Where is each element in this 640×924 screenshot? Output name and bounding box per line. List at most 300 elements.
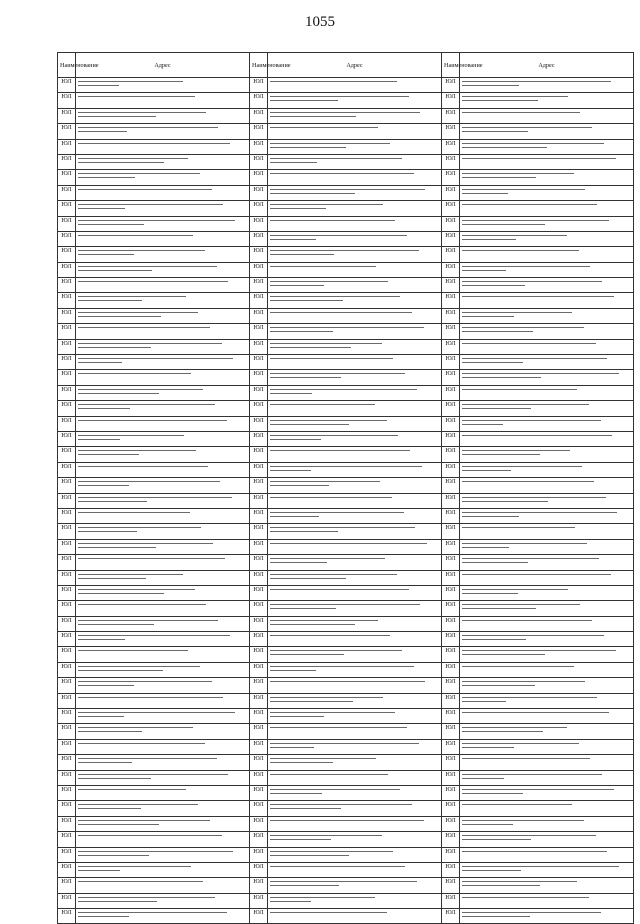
address-cell <box>460 431 634 446</box>
entity-type-cell: ЮЛ <box>442 139 460 154</box>
address-text-line <box>270 604 420 605</box>
address-text-line <box>270 300 343 301</box>
address-text-line <box>270 485 329 486</box>
address-text-line <box>78 162 164 163</box>
address-text-line <box>78 912 227 913</box>
address-text-line <box>462 81 611 82</box>
address-cell <box>268 662 442 677</box>
address-text-line <box>270 143 390 144</box>
address-text-line <box>270 424 349 425</box>
address-text-line <box>462 470 511 471</box>
address-text-line <box>78 143 230 144</box>
address-cell <box>76 555 250 570</box>
entity-type-cell: ЮЛ <box>442 278 460 293</box>
table-row <box>58 370 634 385</box>
address-text-line <box>462 220 609 221</box>
entity-type-cell: ЮЛ <box>58 431 76 446</box>
address-cell <box>460 78 634 93</box>
address-text-line <box>78 650 188 651</box>
address-cell <box>268 616 442 631</box>
entity-type-cell: ЮЛ <box>442 447 460 462</box>
address-text-line <box>462 635 604 636</box>
entity-type-cell: ЮЛ <box>58 293 76 308</box>
address-text-line <box>78 824 159 825</box>
address-text-line <box>462 804 572 805</box>
address-text-line <box>270 466 422 467</box>
address-text-line <box>78 727 193 728</box>
table-row <box>58 139 634 154</box>
address-text-line <box>78 639 125 640</box>
entity-type-cell: ЮЛ <box>250 201 268 216</box>
address-text-line <box>270 743 419 744</box>
address-text-line <box>462 593 518 594</box>
address-cell <box>268 262 442 277</box>
address-text-line <box>78 81 183 82</box>
address-text-line <box>462 270 506 271</box>
address-cell <box>268 478 442 493</box>
address-text-line <box>270 327 424 328</box>
entity-type-cell: ЮЛ <box>58 216 76 231</box>
address-text-line <box>270 666 414 667</box>
entity-type-cell: ЮЛ <box>250 447 268 462</box>
table-row <box>58 247 634 262</box>
address-cell <box>268 647 442 662</box>
address-cell <box>460 370 634 385</box>
address-cell <box>76 93 250 108</box>
entity-type-cell: ЮЛ <box>58 385 76 400</box>
address-text-line <box>78 177 135 178</box>
address-text-line <box>270 127 378 128</box>
address-text-line <box>270 281 388 282</box>
entity-type-cell: ЮЛ <box>250 801 268 816</box>
address-text-line <box>270 650 402 651</box>
address-text-line <box>270 527 415 528</box>
address-text-line <box>270 373 405 374</box>
address-cell <box>268 832 442 847</box>
address-text-line <box>78 420 227 421</box>
address-text-line <box>462 697 597 698</box>
address-text-line <box>78 131 127 132</box>
address-cell <box>268 355 442 370</box>
entity-type-cell: ЮЛ <box>442 416 460 431</box>
address-cell <box>268 909 442 924</box>
entity-type-cell: ЮЛ <box>58 739 76 754</box>
table-row <box>58 539 634 554</box>
address-cell <box>76 154 250 169</box>
table-row <box>58 478 634 493</box>
address-text-line <box>270 516 319 517</box>
address-cell <box>460 231 634 246</box>
address-cell <box>76 431 250 446</box>
entity-type-cell: ЮЛ <box>58 555 76 570</box>
address-text-line <box>78 604 206 605</box>
table-row <box>58 909 634 924</box>
entity-type-cell: ЮЛ <box>442 154 460 169</box>
address-text-line <box>462 343 596 344</box>
address-cell <box>460 739 634 754</box>
address-text-line <box>462 127 592 128</box>
page-number: 1055 <box>305 14 335 30</box>
entity-type-cell: ЮЛ <box>442 339 460 354</box>
address-text-line <box>462 497 606 498</box>
address-text-line <box>270 162 317 163</box>
entity-type-cell: ЮЛ <box>442 201 460 216</box>
address-cell <box>268 893 442 908</box>
table-row <box>58 878 634 893</box>
entity-type-cell: ЮЛ <box>250 508 268 523</box>
entity-type-cell: ЮЛ <box>442 847 460 862</box>
address-text-line <box>270 193 355 194</box>
address-text-line <box>462 358 607 359</box>
address-text-line <box>462 466 582 467</box>
entity-type-cell: ЮЛ <box>442 324 460 339</box>
entity-type-cell: ЮЛ <box>58 185 76 200</box>
entity-type-cell: ЮЛ <box>250 108 268 123</box>
address-text-line <box>78 404 215 405</box>
address-cell <box>76 847 250 862</box>
entity-type-cell: ЮЛ <box>250 862 268 877</box>
table-row <box>58 401 634 416</box>
address-cell <box>460 662 634 677</box>
entity-type-cell: ЮЛ <box>250 478 268 493</box>
address-text-line <box>78 574 183 575</box>
address-cell <box>460 293 634 308</box>
address-text-line <box>462 685 535 686</box>
address-text-line <box>78 224 144 225</box>
address-cell <box>460 601 634 616</box>
address-cell <box>76 801 250 816</box>
address-text-line <box>270 147 346 148</box>
entity-type-cell: ЮЛ <box>250 601 268 616</box>
table-row <box>58 693 634 708</box>
address-text-line <box>462 912 601 913</box>
address-text-line <box>78 204 223 205</box>
address-text-line <box>270 112 420 113</box>
table-row <box>58 755 634 770</box>
address-text-line <box>270 670 316 671</box>
address-text-line <box>462 420 601 421</box>
address-text-line <box>462 712 609 713</box>
entity-type-cell: ЮЛ <box>58 539 76 554</box>
entity-type-cell: ЮЛ <box>442 508 460 523</box>
address-text-line <box>78 173 200 174</box>
address-text-line <box>78 220 235 221</box>
address-text-line <box>78 343 222 344</box>
address-cell <box>76 124 250 139</box>
entity-type-cell: ЮЛ <box>250 78 268 93</box>
address-cell <box>460 816 634 831</box>
entity-type-cell: ЮЛ <box>250 355 268 370</box>
entity-type-cell: ЮЛ <box>250 401 268 416</box>
address-text-line <box>462 654 545 655</box>
address-cell <box>76 816 250 831</box>
table-row <box>58 570 634 585</box>
address-cell <box>460 878 634 893</box>
entity-type-cell: ЮЛ <box>250 678 268 693</box>
entity-type-cell: ЮЛ <box>250 124 268 139</box>
entity-type-cell: ЮЛ <box>442 355 460 370</box>
entity-type-cell: ЮЛ <box>250 539 268 554</box>
address-cell <box>460 308 634 323</box>
entity-type-cell: ЮЛ <box>58 755 76 770</box>
address-text-line <box>462 835 596 836</box>
address-text-line <box>270 250 419 251</box>
address-text-line <box>78 762 132 763</box>
entity-type-cell: ЮЛ <box>442 108 460 123</box>
address-text-line <box>270 762 333 763</box>
address-cell <box>268 570 442 585</box>
address-text-line <box>270 497 392 498</box>
register-body <box>58 78 634 924</box>
entity-type-cell: ЮЛ <box>250 755 268 770</box>
address-cell <box>268 739 442 754</box>
address-text-line <box>462 650 616 651</box>
address-cell <box>460 770 634 785</box>
entity-type-cell: ЮЛ <box>58 878 76 893</box>
table-row <box>58 324 634 339</box>
entity-type-cell: ЮЛ <box>58 816 76 831</box>
address-cell <box>460 216 634 231</box>
entity-type-cell: ЮЛ <box>250 524 268 539</box>
table-row <box>58 108 634 123</box>
address-text-line <box>78 270 152 271</box>
entity-type-cell: ЮЛ <box>250 632 268 647</box>
address-text-line <box>462 778 504 779</box>
address-text-line <box>462 681 585 682</box>
entity-type-cell: ЮЛ <box>442 647 460 662</box>
address-text-line <box>270 158 402 159</box>
address-text-line <box>270 608 336 609</box>
entity-type-cell: ЮЛ <box>250 185 268 200</box>
entity-type-cell: ЮЛ <box>442 601 460 616</box>
address-cell <box>268 216 442 231</box>
entity-type-cell: ЮЛ <box>442 585 460 600</box>
address-cell <box>76 601 250 616</box>
address-text-line <box>270 116 356 117</box>
address-text-line <box>462 481 594 482</box>
entity-type-cell: ЮЛ <box>58 724 76 739</box>
entity-type-cell: ЮЛ <box>58 139 76 154</box>
address-text-line <box>78 578 146 579</box>
address-cell <box>76 262 250 277</box>
entity-type-cell: ЮЛ <box>250 416 268 431</box>
address-cell <box>268 878 442 893</box>
address-cell <box>460 724 634 739</box>
address-cell <box>76 170 250 185</box>
table-row <box>58 647 634 662</box>
entity-type-cell: ЮЛ <box>250 324 268 339</box>
address-text-line <box>270 481 380 482</box>
address-text-line <box>270 531 338 532</box>
address-cell <box>460 709 634 724</box>
address-cell <box>268 324 442 339</box>
address-cell <box>460 93 634 108</box>
address-text-line <box>270 881 417 882</box>
address-text-line <box>78 450 196 451</box>
address-cell <box>76 201 250 216</box>
address-cell <box>76 401 250 416</box>
address-text-line <box>78 373 191 374</box>
address-cell <box>460 385 634 400</box>
table-row <box>58 216 634 231</box>
address-text-line <box>78 624 154 625</box>
address-cell <box>460 247 634 262</box>
address-text-line <box>270 855 349 856</box>
entity-type-cell: ЮЛ <box>442 478 460 493</box>
address-text-line <box>270 439 321 440</box>
address-cell <box>268 278 442 293</box>
address-cell <box>268 709 442 724</box>
entity-type-cell: ЮЛ <box>250 339 268 354</box>
address-text-line <box>78 916 129 917</box>
address-cell <box>460 862 634 877</box>
table-row <box>58 739 634 754</box>
address-cell <box>460 339 634 354</box>
address-text-line <box>270 358 393 359</box>
address-cell <box>268 585 442 600</box>
address-cell <box>460 462 634 477</box>
entity-type-cell: ЮЛ <box>58 447 76 462</box>
address-cell <box>268 862 442 877</box>
entity-type-cell: ЮЛ <box>58 78 76 93</box>
entity-type-cell: ЮЛ <box>442 93 460 108</box>
entity-type-cell: ЮЛ <box>250 170 268 185</box>
address-text-line <box>462 589 568 590</box>
address-text-line <box>78 485 129 486</box>
table-row <box>58 770 634 785</box>
entity-type-cell: ЮЛ <box>250 154 268 169</box>
entity-type-cell: ЮЛ <box>58 632 76 647</box>
address-cell <box>268 447 442 462</box>
address-text-line <box>462 143 604 144</box>
address-cell <box>76 447 250 462</box>
entity-type-cell: ЮЛ <box>58 308 76 323</box>
address-text-line <box>78 870 120 871</box>
address-text-line <box>78 208 125 209</box>
table-row <box>58 201 634 216</box>
type-header: Наименование <box>250 53 268 78</box>
entity-type-cell: ЮЛ <box>58 324 76 339</box>
entity-type-cell: ЮЛ <box>58 247 76 262</box>
address-text-line <box>462 239 516 240</box>
table-row <box>58 416 634 431</box>
address-cell <box>76 585 250 600</box>
address-text-line <box>270 100 338 101</box>
entity-type-cell: ЮЛ <box>250 139 268 154</box>
address-cell <box>268 185 442 200</box>
address-text-line <box>78 593 164 594</box>
address-text-line <box>270 574 397 575</box>
address-text-line <box>78 281 228 282</box>
entity-type-cell: ЮЛ <box>250 739 268 754</box>
address-text-line <box>270 266 376 267</box>
address-cell <box>76 185 250 200</box>
address-cell <box>460 355 634 370</box>
address-text-line <box>78 327 210 328</box>
entity-type-cell: ЮЛ <box>250 662 268 677</box>
address-text-line <box>270 204 383 205</box>
address-text-line <box>462 543 587 544</box>
address-text-line <box>270 450 410 451</box>
address-text-line <box>462 639 526 640</box>
address-cell <box>268 93 442 108</box>
table-row <box>58 170 634 185</box>
address-text-line <box>78 804 198 805</box>
entity-type-cell: ЮЛ <box>250 816 268 831</box>
address-text-line <box>270 96 409 97</box>
table-row <box>58 385 634 400</box>
entity-type-cell: ЮЛ <box>58 832 76 847</box>
address-text-line <box>462 512 617 513</box>
address-text-line <box>462 731 543 732</box>
address-cell <box>460 324 634 339</box>
table-row <box>58 816 634 831</box>
address-text-line <box>78 527 201 528</box>
address-text-line <box>78 820 210 821</box>
address-text-line <box>270 851 393 852</box>
address-text-line <box>270 701 353 702</box>
address-text-line <box>270 758 376 759</box>
address-text-line <box>78 697 223 698</box>
address-text-line <box>462 547 509 548</box>
table-row <box>58 493 634 508</box>
address-text-line <box>270 558 385 559</box>
address-register-table <box>57 52 634 924</box>
address-text-line <box>462 604 580 605</box>
address-text-line <box>462 839 531 840</box>
address-text-line <box>270 81 397 82</box>
address-text-line <box>270 654 344 655</box>
address-text-line <box>78 250 205 251</box>
table-row <box>58 785 634 800</box>
address-cell <box>76 647 250 662</box>
entity-type-cell: ЮЛ <box>250 370 268 385</box>
entity-type-cell: ЮЛ <box>250 878 268 893</box>
address-cell <box>76 293 250 308</box>
address-text-line <box>270 393 312 394</box>
entity-type-cell: ЮЛ <box>250 770 268 785</box>
type-header: Наименование <box>58 53 76 78</box>
address-cell <box>460 785 634 800</box>
entity-type-cell: ЮЛ <box>250 570 268 585</box>
entity-type-cell: ЮЛ <box>58 616 76 631</box>
entity-type-cell: ЮЛ <box>58 170 76 185</box>
address-text-line <box>78 531 137 532</box>
entity-type-cell: ЮЛ <box>442 493 460 508</box>
address-text-line <box>462 281 602 282</box>
address-text-line <box>270 589 409 590</box>
table-row <box>58 293 634 308</box>
address-text-line <box>270 420 387 421</box>
entity-type-cell: ЮЛ <box>250 909 268 924</box>
address-text-line <box>270 727 407 728</box>
address-text-line <box>78 96 195 97</box>
address-text-line <box>462 824 513 825</box>
type-header: Наименование <box>442 53 460 78</box>
address-cell <box>460 893 634 908</box>
address-text-line <box>78 466 208 467</box>
address-text-line <box>78 347 151 348</box>
address-text-line <box>270 404 375 405</box>
table-row <box>58 585 634 600</box>
entity-type-cell: ЮЛ <box>442 693 460 708</box>
address-text-line <box>270 377 341 378</box>
entity-type-cell: ЮЛ <box>250 462 268 477</box>
entity-type-cell: ЮЛ <box>250 262 268 277</box>
address-text-line <box>462 666 574 667</box>
address-cell <box>76 278 250 293</box>
address-text-line <box>78 778 151 779</box>
